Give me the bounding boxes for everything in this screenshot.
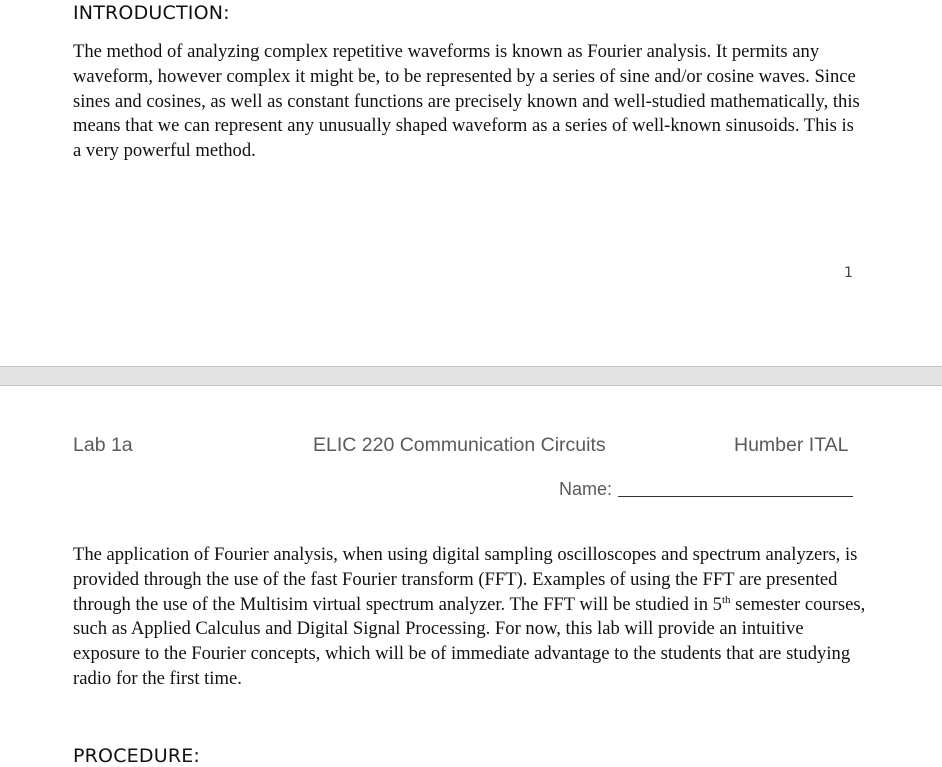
page-break-divider [0, 366, 942, 386]
introduction-paragraph [73, 40, 863, 164]
page-number: 1 [844, 265, 853, 281]
procedure-heading: PROCEDURE: [73, 745, 201, 767]
ordinal-suffix: th [721, 593, 731, 606]
introduction-heading: INTRODUCTION: [73, 2, 230, 24]
name-label: Name: [559, 479, 613, 499]
introduction-text: The method of analyzing complex repetitive waveforms is known as Fourier analysis. It permits any waveform, however complex it might be, to be represented by a series of sine and/or cosine waves. Since sines and cosines, as well as constant functions are precisely known and well-studied mathematically, this means that we can represent any unusually shaped waveform as a series of well-known sinusoids. This is a very powerful method. [73, 41, 860, 162]
application-text-part1: The application of Fourier analysis, when using digital sampling oscilloscopes and spectrum analyzers, is provided through the use of the fast Fourier transform (FFT). Examples of using the FFT are presented through the use of the Multisim virtual spectrum analyzer. The FFT will be studied in 5 [73, 544, 858, 615]
header-institution: Humber ITAL [734, 434, 849, 456]
name-input-line[interactable] [618, 496, 853, 497]
header-course-title: ELIC 220 Communication Circuits [313, 434, 606, 456]
application-text-part2: semester courses, such as Applied Calculus and Digital Signal Processing. For now, this lab will provide an intuitive exposure to the Fourier concepts, which will be of immediate advantage to the students that are studying radio for the first time. [73, 593, 866, 689]
application-paragraph [73, 543, 873, 692]
application-text [73, 543, 873, 692]
header-lab-label: Lab 1a [73, 434, 133, 456]
